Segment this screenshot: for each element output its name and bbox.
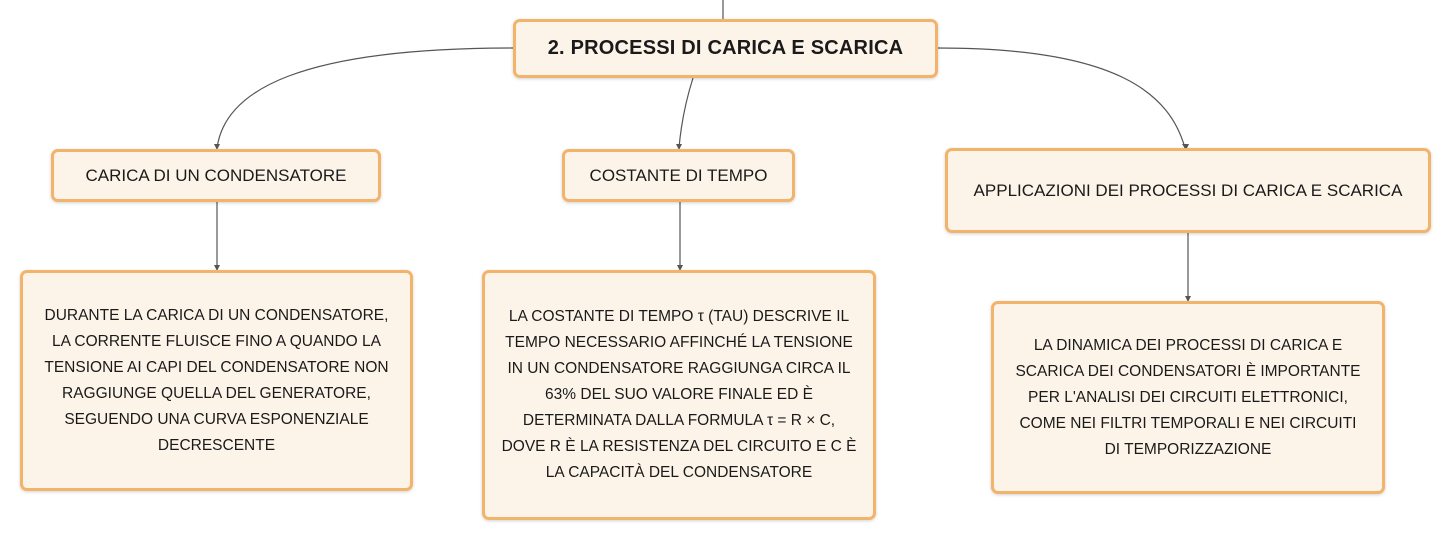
- detail-line: LA CORRENTE FLUISCE FINO A QUANDO LA: [51, 332, 381, 350]
- detail-text: [1015, 333, 1360, 463]
- detail-node-time-constant[interactable]: [482, 270, 876, 520]
- detail-line: 63% DEL SUO VALORE FINALE ED È: [545, 386, 813, 403]
- detail-line: TENSIONE AI CAPI DEL CONDENSATORE NON: [44, 358, 389, 376]
- detail-line: SEGUENDO UNA CURVA ESPONENZIALE: [64, 410, 369, 428]
- topic-node-label: COSTANTE DI TEMPO: [589, 165, 768, 185]
- detail-line: LA CAPACITÀ DEL CONDENSATORE: [545, 464, 813, 481]
- detail-line: IN UN CONDENSATORE RAGGIUNGA CIRCA IL: [507, 360, 851, 377]
- root-node[interactable]: [513, 19, 938, 78]
- detail-node-applications[interactable]: [991, 301, 1385, 494]
- connector-root-to-applications: [938, 48, 1185, 148]
- topic-node-charge[interactable]: [51, 149, 381, 202]
- connector-root-to-charge: [217, 48, 513, 148]
- detail-line: TEMPO NECESSARIO AFFINCHÉ LA TENSIONE: [505, 334, 853, 351]
- detail-line: COME NEI FILTRI TEMPORALI E NEI CIRCUITI: [1019, 414, 1357, 432]
- topic-node-time-constant[interactable]: [562, 149, 795, 202]
- topic-node-label: CARICA DI UN CONDENSATORE: [85, 165, 347, 185]
- detail-line: RAGGIUNGE QUELLA DEL GENERATORE,: [62, 384, 371, 402]
- detail-text: [502, 304, 857, 486]
- root-node-label: 2. PROCESSI DI CARICA E SCARICA: [547, 37, 904, 59]
- detail-line: DECRESCENTE: [157, 436, 276, 454]
- detail-line: DETERMINATA DALLA FORMULA τ = R × C,: [522, 412, 836, 429]
- detail-line: SCARICA DEI CONDENSATORI È IMPORTANTE: [1015, 362, 1361, 380]
- detail-line: DOVE R È LA RESISTENZA DEL CIRCUITO E C È: [501, 438, 857, 455]
- topic-node-label: APPLICAZIONI DEI PROCESSI DI CARICA E SCARICA: [973, 180, 1403, 200]
- connector-root-to-tau: [679, 78, 693, 148]
- detail-line: PER L'ANALISI DEI CIRCUITI ELETTRONICI,: [1028, 388, 1348, 406]
- detail-line: LA DINAMICA DEI PROCESSI DI CARICA E: [1033, 336, 1343, 354]
- detail-text: [44, 303, 388, 459]
- detail-line: DURANTE LA CARICA DI UN CONDENSATORE,: [44, 306, 389, 324]
- detail-line: LA COSTANTE DI TEMPO τ (TAU) DESCRIVE IL: [508, 308, 850, 325]
- topic-node-applications[interactable]: [945, 148, 1431, 233]
- detail-node-charge[interactable]: [20, 270, 413, 491]
- detail-line: DI TEMPORIZZAZIONE: [1104, 440, 1272, 458]
